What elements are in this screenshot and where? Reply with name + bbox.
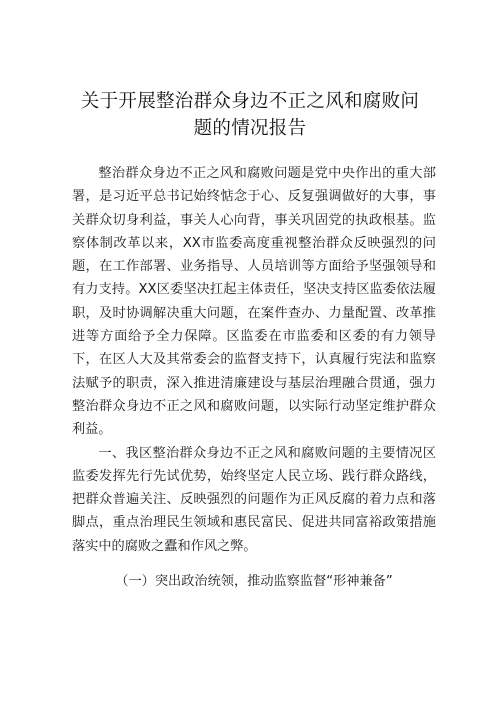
document-title [60, 88, 440, 142]
subheading-one: （一）突出政治统领，推动监察监督“形神兼备” [115, 574, 393, 590]
document-body [72, 162, 436, 593]
title-line-1: 关于开展整治群众身边不正之风和腐败问 [80, 91, 420, 112]
paragraph-section-one: 一、我区整治群众身边不正之风和腐败问题的主要情况区监委发挥先行先试优势，始终坚定人民立场、践行群众路线，把群众普遍关注、反映强烈的问题作为正风反腐的着力点和落脚点，重点治理民生领域和惠民富民、促进共同富裕政策措施落实中的腐败之蠹和作风之弊。 [72, 445, 436, 554]
title-line-2: 题的情况报告 [193, 118, 307, 139]
paragraph-intro: 整治群众身边不正之风和腐败问题是党中央作出的重大部署，是习近平总书记始终惦念于心、反复强调做好的大事，事关群众切身利益，事关人心向背，事关巩固党的执政根基。监察体制改革以来，XX市监委高度重视整治群众反映强烈的问题，在工作部署、业务指导、人员培训等方面给予坚强领导和有力支持。XX区委坚决扛起主体责任，坚决支持区监委依法履职，及时协调解决重大问题，在案件查办、力量配置、改革推进等方面给予全力保障。区监委在市监委和区委的有力领导下，在区人大及其常委会的监督支持下，认真履行宪法和监察法赋予的职责，深入推进清廉建设与基层治理融合贯通，强力整治群众身边不正之风和腐败问题，以实际行动坚定维护群众利益。 [72, 166, 436, 438]
